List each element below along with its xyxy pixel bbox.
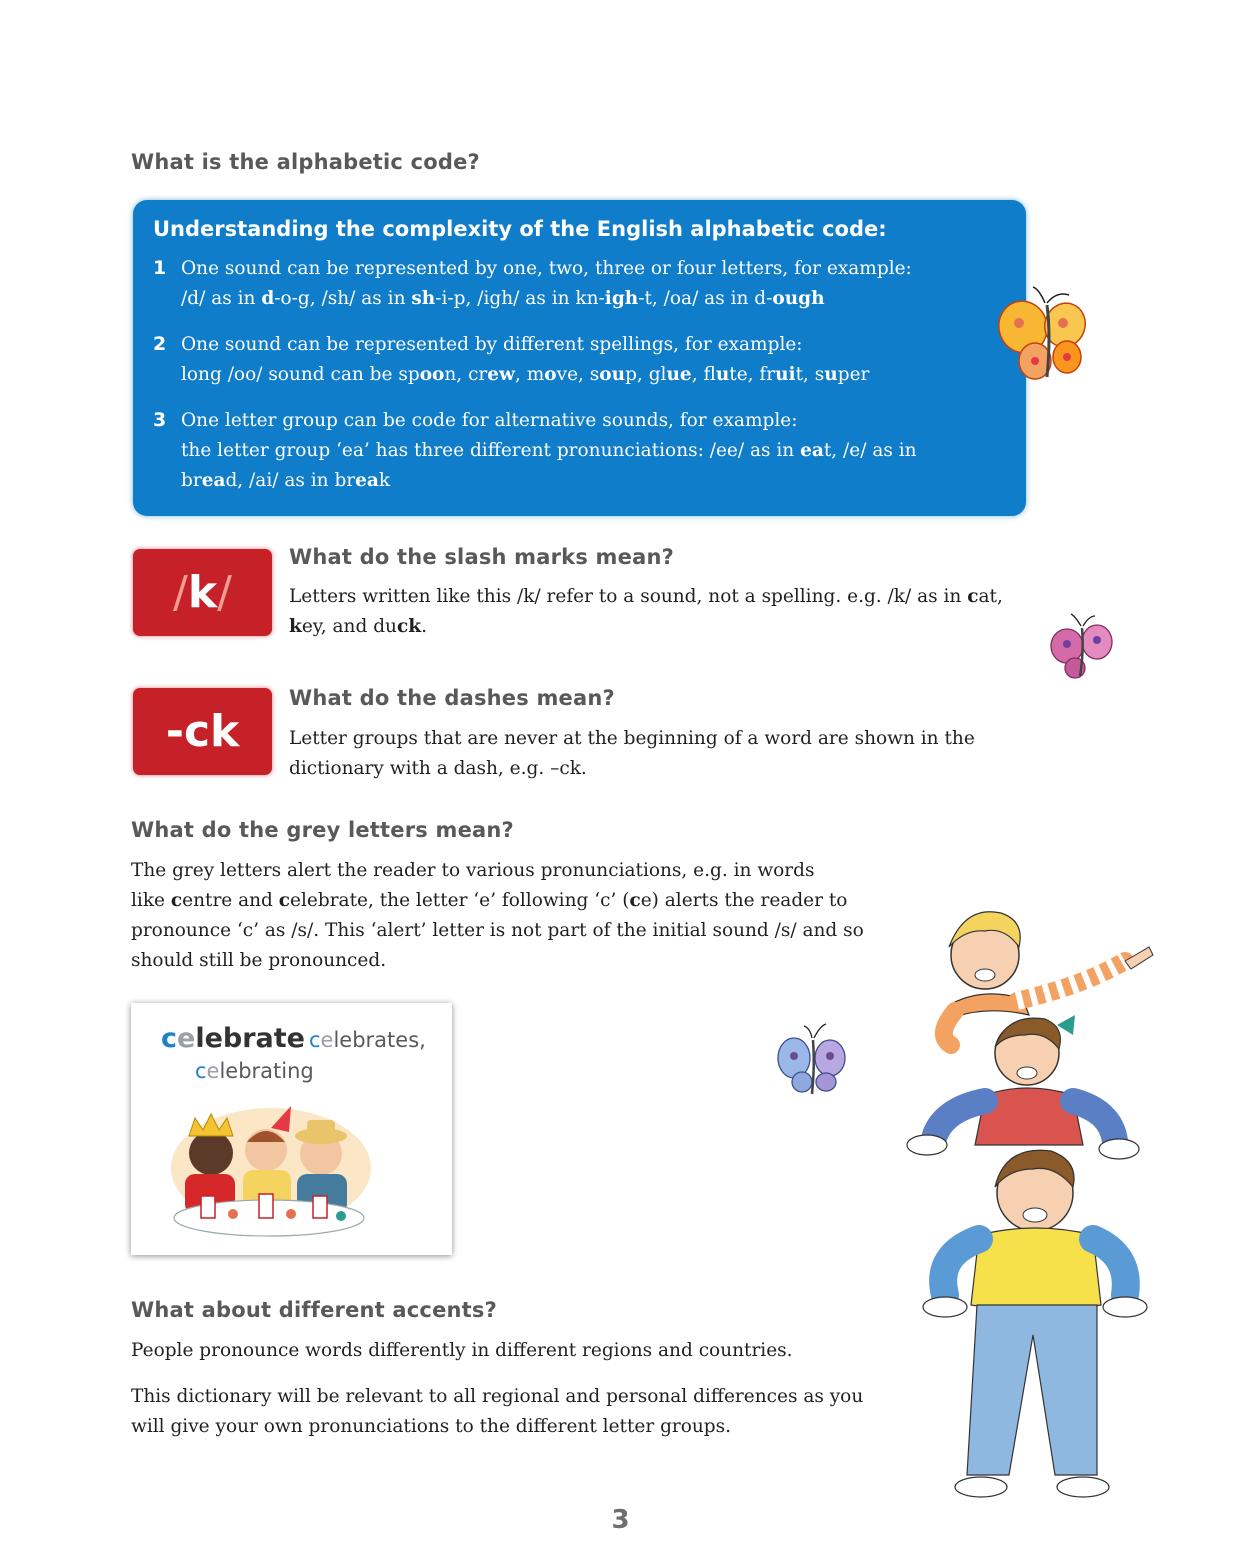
heading-dashes: What do the dashes mean?	[289, 686, 615, 710]
heading-accents: What about different accents?	[131, 1298, 497, 1322]
slash-marks-text: Letters written like this /k/ refer to a sound, not a spelling. e.g. /k/ as in cat, key, and duck.	[289, 586, 1003, 637]
tile-slash-right: /	[217, 567, 232, 618]
form1-e: e	[320, 1028, 334, 1052]
party-illustration	[161, 1098, 376, 1243]
form1-c: c	[309, 1028, 321, 1052]
form-celebrates	[309, 1028, 426, 1052]
accents-text-1: People pronounce words differently in different regions and countries.	[131, 1340, 793, 1361]
form1-rest: lebrates,	[333, 1028, 426, 1052]
dashes-text: Letter groups that are never at the beginning of a word are shown in the dictionary with a dash, e.g. –ck.	[289, 728, 975, 779]
item-2-text: One sound can be represented by different spellings, for example: long /oo/ sound can be spoon, crew, move, soup, glue, flute, fruit, super	[181, 334, 870, 385]
headword-celebrate	[161, 1023, 305, 1054]
headword-rest: lebrate	[195, 1023, 305, 1054]
box-title: Understanding the complexity of the English alphabetic code:	[153, 217, 887, 241]
heading-slash-marks: What do the slash marks mean?	[289, 545, 674, 569]
butterfly-blue-icon	[774, 1022, 850, 1098]
slash-k-tile	[133, 549, 272, 636]
form2-c: c	[195, 1059, 207, 1083]
tile-letter-k: k	[187, 567, 218, 618]
grey-letters-text: The grey letters alert the reader to various pronunciations, e.g. in words like centre and celebrate, the letter ‘e’ following ‘c’ (ce) alerts the reader to pronounce ‘c’ as /s/. This ‘alert’ letter is not part of the initial sound /s/ and so should still be pronounced.	[131, 860, 864, 971]
item-number-3: 3	[153, 409, 167, 431]
headword-e: e	[177, 1023, 196, 1054]
alphabetic-code-box	[133, 200, 1026, 516]
item-number-2: 2	[153, 333, 167, 355]
butterfly-orange-icon	[995, 285, 1095, 385]
item-number-1: 1	[153, 257, 167, 279]
page-number: 3	[611, 1505, 630, 1535]
form2-e: e	[206, 1059, 220, 1083]
form-celebrating	[195, 1059, 314, 1083]
form2-rest: lebrating	[219, 1059, 314, 1083]
heading-grey-letters: What do the grey letters mean?	[131, 818, 514, 842]
butterfly-pink-icon	[1047, 612, 1117, 682]
item-3-text: One letter group can be code for alternative sounds, for example: the letter group ‘ea’ has three different pronunciations: /ee/ as in eat, /e/ as in bread, /ai/ as in break	[181, 410, 917, 491]
tile-slash-left: /	[173, 567, 188, 618]
stacked-children-illustration	[905, 895, 1165, 1505]
heading-alphabetic-code: What is the alphabetic code?	[131, 150, 480, 174]
example-card-celebrate	[131, 1003, 452, 1255]
item-1-text: One sound can be represented by one, two, three or four letters, for example: /d/ as in d-o-g, /sh/ as in sh-i-p, /igh/ as in kn-igh-t, /oa/ as in d-ough	[181, 258, 912, 309]
headword-c: c	[161, 1023, 178, 1054]
dash-ck-tile: -ck	[133, 688, 272, 775]
accents-text-2: This dictionary will be relevant to all regional and personal differences as you will give your own pronunciations to the different letter groups.	[131, 1386, 864, 1437]
